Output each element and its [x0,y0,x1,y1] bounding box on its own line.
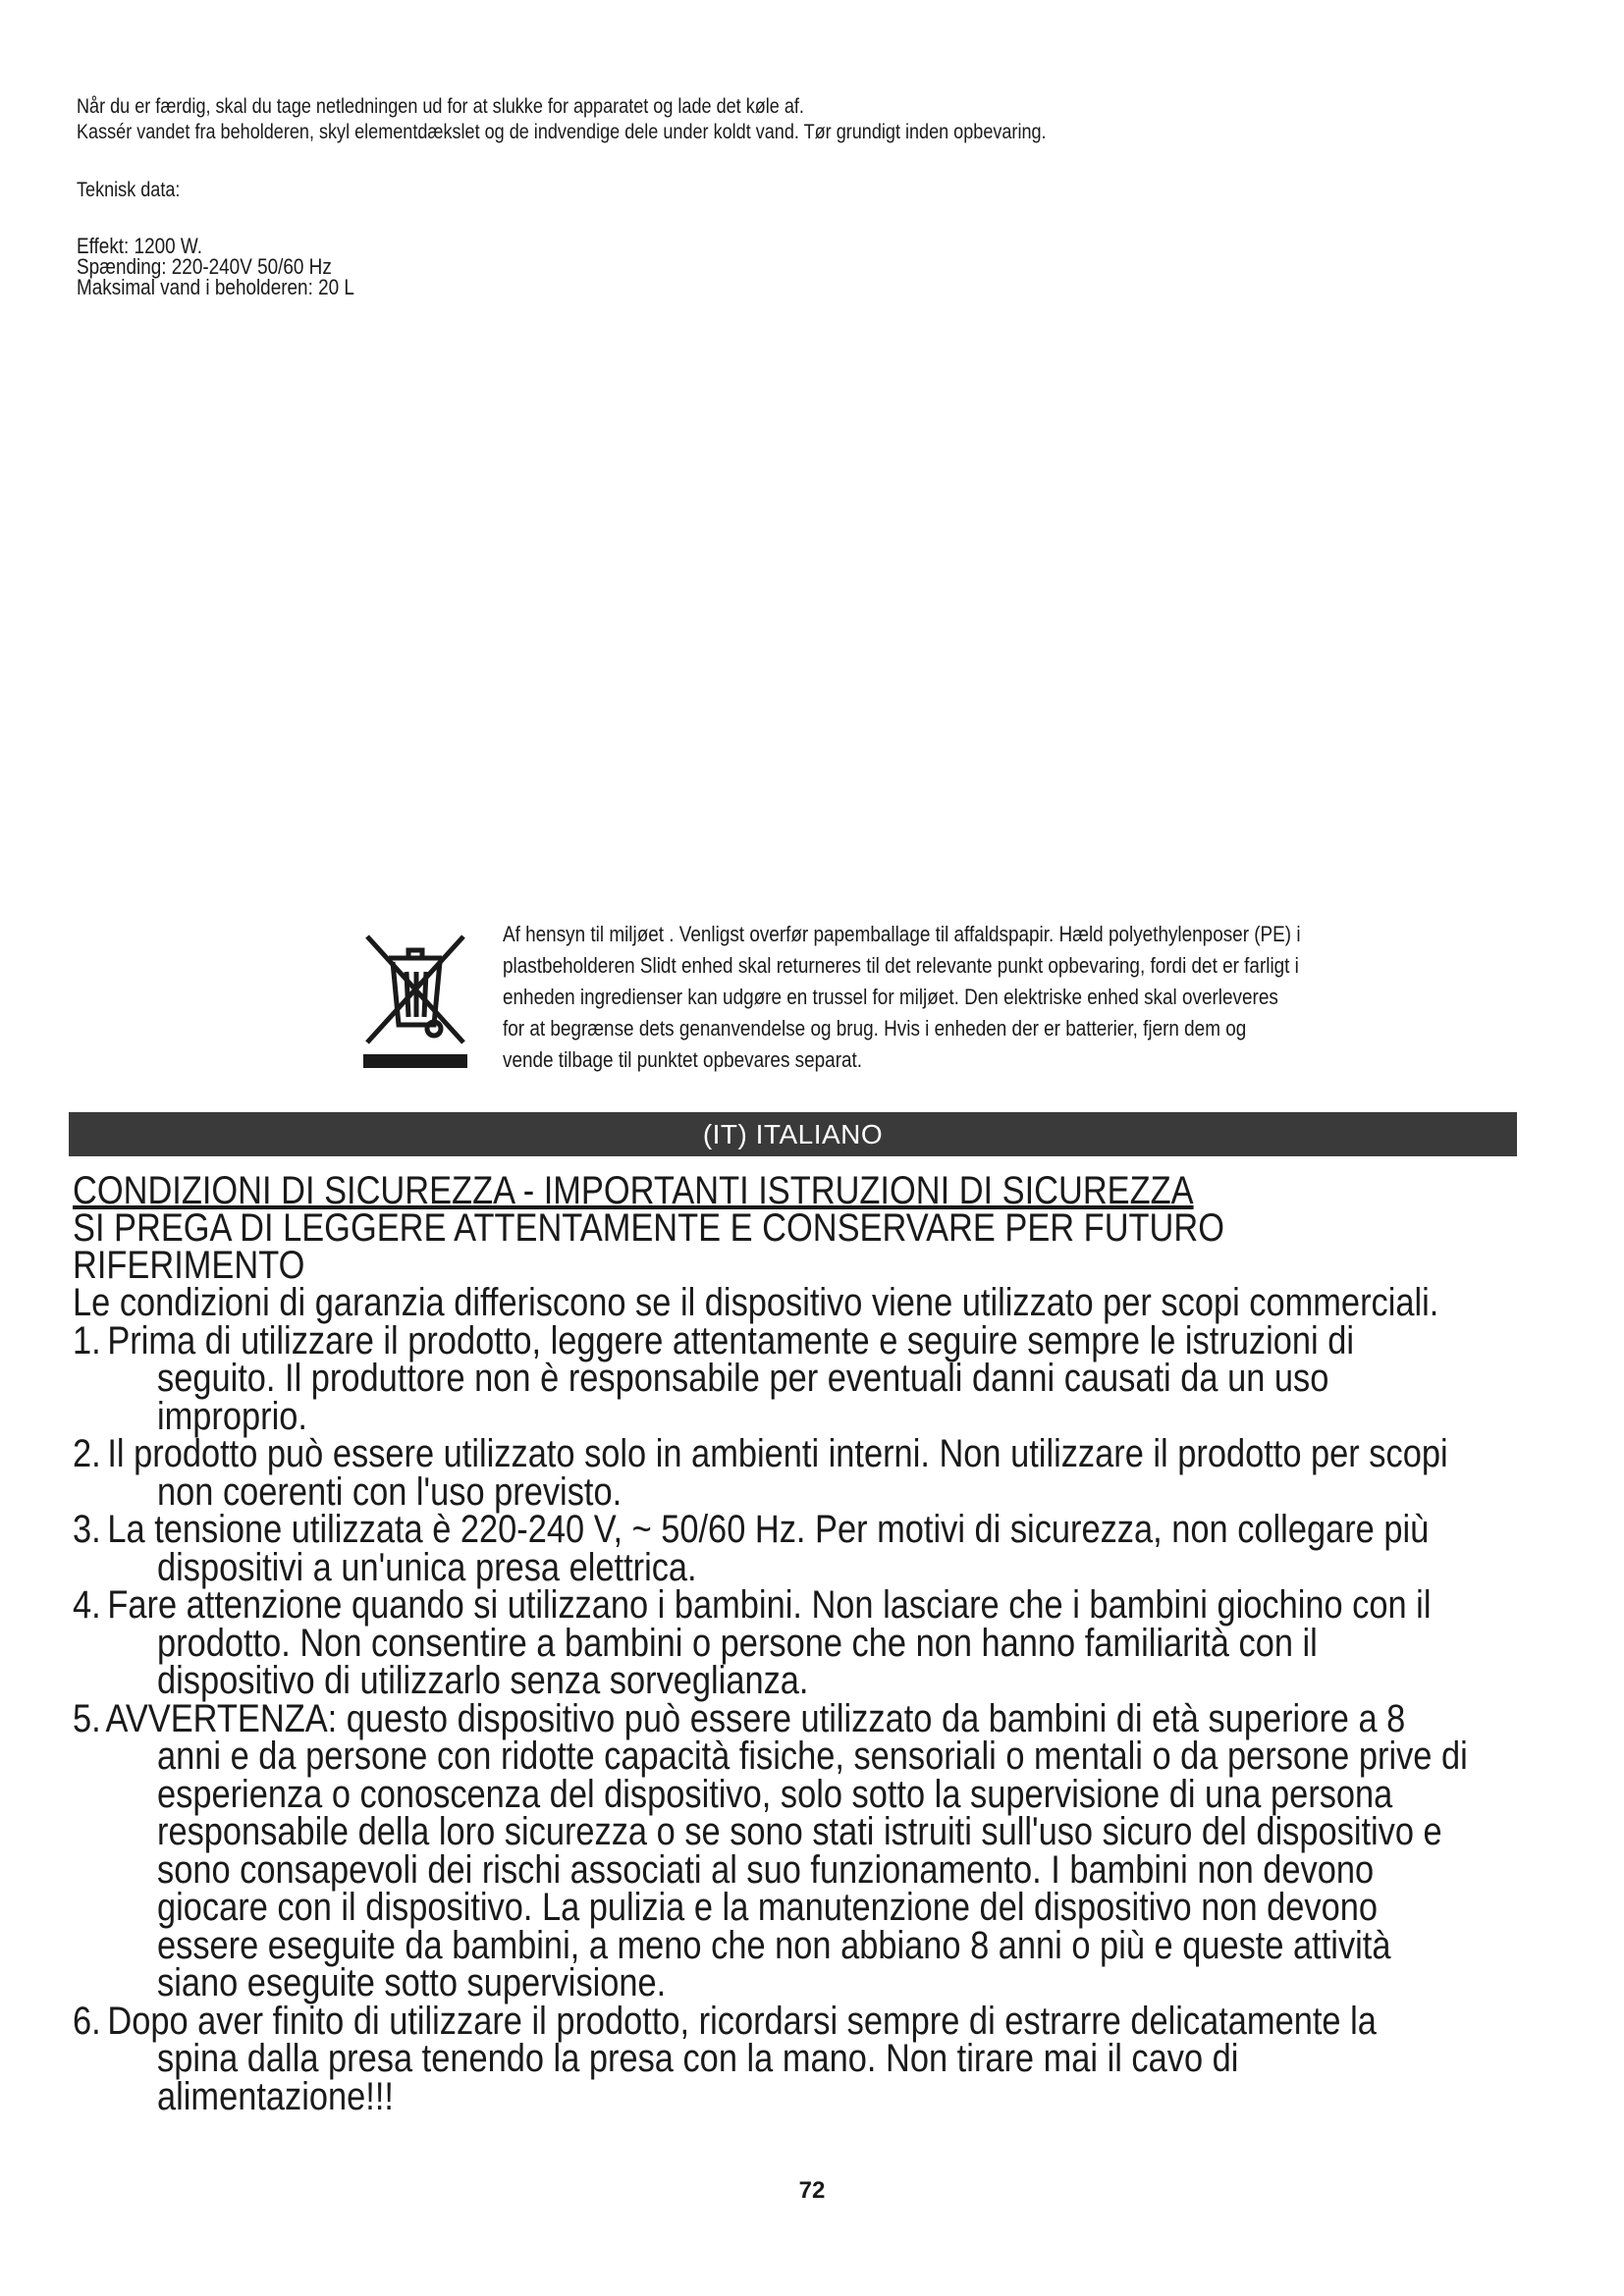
safety-item [73,1508,1508,1589]
page-number: 72 [798,2177,826,2204]
technical-data-power: Effekt: 1200 W. [77,234,202,258]
danish-line: Når du er færdig, skal du tage netledningen ud for at slukke for apparatet og lade det køle af. [77,95,804,118]
safety-item [73,1999,1508,2118]
safety-item [73,1432,1508,1514]
weee-line: enheden ingredienser kan udgøre en trussel for miljøet. Den elektriske enhed skal overleveres [503,985,1278,1009]
weee-disposal-notice [503,919,1516,1076]
item-text: Fare attenzione quando si utilizzano i bambini. Non lasciare che i bambini giochino con il [107,1583,1432,1627]
item-continuation: alimentazione!!! [157,2074,394,2118]
technical-data-list [77,236,354,297]
danish-closing-instructions [77,94,1343,145]
item-continuation: esperienza o conoscenza del dispositivo, solo sotto la supervisione di una persona [157,1772,1393,1816]
safety-item [73,1696,1508,2004]
technical-data-voltage: Spænding: 220-240V 50/60 Hz [77,254,332,279]
item-text: Dopo aver finito di utilizzare il prodotto, ricordarsi sempre di estrarre delicatamente la [107,1999,1377,2043]
item-text: La tensione utilizzata è 220-240 V, ~ 50/60 Hz. Per motivi di sicurezza, non collegare più [107,1508,1430,1551]
safety-item [73,1318,1508,1438]
weee-line: plastbeholderen Slidt enhed skal returneres til det relevante punkt opbevaring, fordi det er farligt i [503,953,1299,978]
safety-item [73,1583,1508,1702]
item-continuation: dispositivo di utilizzarlo senza sorveglianza. [157,1659,809,1702]
weee-line: Af hensyn til miljøet . Venligst overfør papemballage til affaldspapir. Hæld polyethylenposer (PE) i [503,922,1301,946]
item-continuation: seguito. Il produttore non è responsabile per eventuali danni causati da un uso [157,1357,1329,1400]
language-section-header: (IT) ITALIANO [69,1112,1517,1156]
item-number: 5. [73,1696,101,1740]
item-continuation: spina dalla presa tenendo la presa con la mano. Non tirare mai il cavo di [157,2037,1239,2080]
item-continuation: giocare con il dispositivo. La pulizia e la manutenzione del dispositivo non devono [157,1886,1379,1929]
item-continuation: non coerenti con l'uso previsto. [157,1469,623,1514]
item-number: 1. [73,1318,101,1362]
italian-safety-section [73,1169,1508,2118]
safety-heading-line: RIFERIMENTO [73,1244,305,1287]
danish-line: Kassér vandet fra beholderen, skyl elementdækslet og de indvendige dele under koldt vand. Tør grundigt inden opbevaring. [77,121,1047,143]
item-number: 4. [73,1583,101,1627]
item-continuation: siano eseguite sotto supervisione. [157,1961,667,2004]
item-continuation: responsabile della loro sicurezza o se sono stati istruiti sull'uso sicuro del dispositivo e [157,1810,1442,1853]
item-continuation: dispositivi a un'unica presa elettrica. [157,1545,697,1589]
warranty-intro: Le condizioni di garanzia differiscono se il dispositivo viene utilizzato per scopi commerciali. [73,1281,1439,1324]
safety-heading-line: SI PREGA DI LEGGERE ATTENTAMENTE E CONSERVARE PER FUTURO [73,1206,1224,1250]
weee-line: vende tilbage til punktet opbevares separat. [503,1047,863,1072]
weee-line: for at begrænse dets genanvendelse og brug. Hvis i enheden der er batterier, fjern dem og [503,1016,1247,1041]
item-text: Il prodotto può essere utilizzato solo in ambienti interni. Non utilizzare il prodotto per scopi [107,1432,1448,1475]
item-number: 3. [73,1508,101,1551]
item-continuation: anni e da persone con ridotte capacità fisiche, sensoriali o mentali o da persone prive di [157,1735,1468,1778]
technical-data-capacity: Maksimal vand i beholderen: 20 L [77,275,354,299]
item-continuation: sono consapevoli dei rischi associati al suo funzionamento. I bambini non devono [157,1847,1375,1892]
safety-heading-line: CONDIZIONI DI SICUREZZA - IMPORTANTI ISTRUZIONI DI SICUREZZA [73,1169,1194,1212]
item-text: AVVERTENZA: questo dispositivo può essere utilizzato da bambini di età superiore a 8 [105,1696,1406,1740]
item-continuation: essere eseguite da bambini, a meno che non abbiano 8 anni o più e queste attività [157,1923,1391,1967]
item-text: Prima di utilizzare il prodotto, leggere attentamente e seguire sempre le istruzioni di [107,1318,1354,1362]
technical-data-title: Teknisk data: [77,179,181,201]
item-number: 6. [73,1999,101,2043]
item-continuation: improprio. [157,1394,307,1438]
crossed-out-wheelie-bin-icon [361,927,469,1074]
item-continuation: prodotto. Non consentire a bambini o persone che non hanno familiarità con il [157,1621,1318,1665]
item-number: 2. [73,1432,101,1475]
